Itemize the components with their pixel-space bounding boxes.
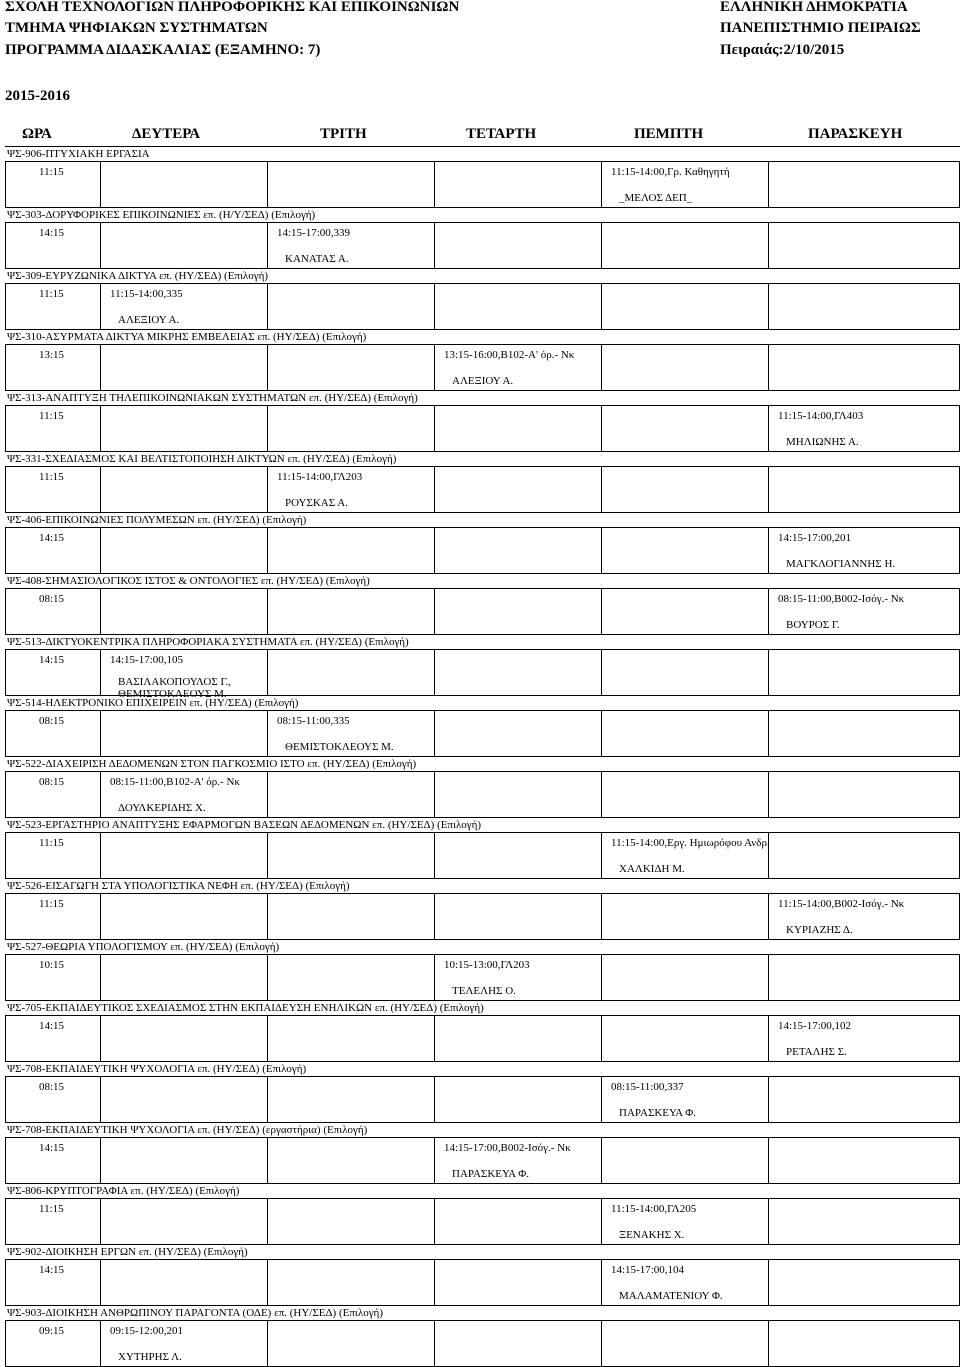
day-cell-wednesday [434, 1321, 601, 1367]
instructor-name: ΧΑΛΚΙΔΗ Μ. [619, 863, 685, 875]
day-cell-thursday [601, 894, 768, 940]
session-time-room: 08:15-11:00,Β102-Α' όρ.- Νκ [110, 776, 240, 788]
session-time-room: 14:15-17:00,105 [110, 654, 184, 666]
day-cell-tuesday [267, 1199, 434, 1245]
instructor-name: ΒΟΥΡΟΣ Γ. [786, 619, 840, 631]
day-cell-friday [768, 955, 960, 1001]
time-cell [5, 650, 100, 696]
day-cell-thursday [601, 1199, 768, 1245]
schedule-row [5, 954, 960, 1000]
day-cell-tuesday [267, 955, 434, 1001]
schedule-row [5, 832, 960, 878]
day-cell-wednesday [434, 345, 601, 391]
course-title: ΨΣ-513-ΔΙΚΤΥΟΚΕΝΤΡΙΚΑ ΠΛΗΡΟΦΟΡΙΑΚΑ ΣΥΣΤΗΜΑΤΑ επ. (ΗΥ/ΣΕΔ) (Επιλογή) [5, 634, 960, 649]
day-cell-friday [768, 1016, 960, 1062]
time-cell [5, 406, 100, 452]
instructor-name: ΜΑΓΚΛΟΓΙΑΝΝΗΣ Η. [786, 558, 896, 570]
day-cell-tuesday [267, 467, 434, 513]
day-cell-monday [100, 528, 267, 574]
day-cell-thursday [601, 955, 768, 1001]
time-cell [5, 162, 100, 208]
day-cell-friday [768, 284, 960, 330]
course-title: ΨΣ-313-ΑΝΑΠΤΥΞΗ ΤΗΛΕΠΙΚΟΙΝΩΝΙΑΚΩΝ ΣΥΣΤΗΜΑΤΩΝ επ. (ΗΥ/ΣΕΔ) (Επιλογή) [5, 390, 960, 405]
day-cell-friday [768, 1260, 960, 1306]
schedule-row [5, 405, 960, 451]
day-cell-wednesday [434, 650, 601, 696]
day-cell-monday [100, 772, 267, 818]
schedule-row [5, 1076, 960, 1122]
course-block [5, 329, 960, 390]
day-cell-monday [100, 711, 267, 757]
day-cell-wednesday [434, 894, 601, 940]
day-cell-thursday [601, 406, 768, 452]
schedule-row [5, 1015, 960, 1061]
instructor-name: ΡΟΥΣΚΑΣ Α. [285, 497, 348, 509]
course-block [5, 634, 960, 700]
time-cell [5, 1199, 100, 1245]
program-title: ΠΡΟΓΡΑΜΜΑ ΔΙΔΑΣΚΑΛΙΑΣ (ΕΞΑΜΗΝΟ: 7) [5, 42, 321, 58]
university-name: ΠΑΝΕΠΙΣΤΗΜΙΟ ΠΕΙΡΑΙΩΣ [720, 20, 921, 36]
course-block [5, 1305, 960, 1366]
time-cell [5, 894, 100, 940]
day-cell-wednesday [434, 223, 601, 269]
course-block [5, 1061, 960, 1122]
schedule-row [5, 588, 960, 634]
day-cell-wednesday [434, 1077, 601, 1123]
schedule-row [5, 466, 960, 512]
session-time-room: 11:15-14:00,ΓΛ403 [778, 410, 864, 422]
session-time-room: 14:15-17:00,201 [778, 532, 852, 544]
day-cell-wednesday [434, 1260, 601, 1306]
course-title: ΨΣ-309-ΕΥΡΥΖΩΝΙΚΑ ΔΙΚΤΥΑ επ. (ΗΥ/ΣΕΔ) (Επιλογή) [5, 268, 960, 283]
instructor-name: ΚΑΝΑΤΑΣ Α. [285, 253, 349, 265]
day-cell-friday [768, 894, 960, 940]
start-time: 14:15 [39, 1142, 65, 1154]
day-cell-monday [100, 650, 267, 700]
course-block [5, 1244, 960, 1305]
session-time-room: 11:15-14:00,Β002-Ισόγ.- Νκ [778, 898, 905, 910]
day-cell-monday [100, 1016, 267, 1062]
session-time-room: 08:15-11:00,337 [611, 1081, 684, 1093]
academic-year: 2015-2016 [5, 88, 70, 104]
day-cell-tuesday [267, 1016, 434, 1062]
day-cell-wednesday [434, 772, 601, 818]
day-cell-thursday [601, 833, 768, 879]
day-cell-tuesday [267, 528, 434, 574]
day-cell-thursday [601, 345, 768, 391]
session-time-room: 11:15-14:00,Εργ. Ημιωρόφου Ανδρ. [611, 837, 770, 849]
day-cell-friday [768, 528, 960, 574]
day-cell-friday [768, 1138, 960, 1184]
day-cell-wednesday [434, 589, 601, 635]
day-cell-thursday [601, 1321, 768, 1367]
schedule-row [5, 1259, 960, 1305]
day-cell-monday [100, 955, 267, 1001]
day-cell-friday [768, 223, 960, 269]
day-cell-wednesday [434, 284, 601, 330]
course-title: ΨΣ-708-ΕΚΠΑΙΔΕΥΤΙΚΗ ΨΥΧΟΛΟΓΙΑ επ. (ΗΥ/ΣΕΔ) (Επιλογή) [5, 1061, 960, 1076]
instructor-name: ΑΛΕΞΙΟΥ Α. [118, 314, 180, 326]
day-cell-tuesday [267, 162, 434, 208]
day-cell-monday [100, 1138, 267, 1184]
day-cell-wednesday [434, 162, 601, 208]
course-title: ΨΣ-806-ΚΡΥΠΤΟΓΡΑΦΙΑ επ. (ΗΥ/ΣΕΔ) (Επιλογή) [5, 1183, 960, 1198]
start-time: 14:15 [39, 532, 65, 544]
instructor-name: ΔΟΥΛΚΕΡΙΔΗΣ Χ. [118, 802, 206, 814]
day-cell-monday [100, 162, 267, 208]
instructor-name: ΠΑΡΑΣΚΕΥΑ Φ. [452, 1168, 530, 1180]
day-cell-friday [768, 1199, 960, 1245]
time-cell [5, 1260, 100, 1306]
start-time: 08:15 [39, 715, 65, 727]
day-cell-thursday [601, 650, 768, 696]
course-title: ΨΣ-526-ΕΙΣΑΓΩΓΗ ΣΤΑ ΥΠΟΛΟΓΙΣΤΙΚΑ ΝΕΦΗ επ. (ΗΥ/ΣΕΔ) (Επιλογή) [5, 878, 960, 893]
start-time: 14:15 [39, 654, 65, 666]
session-time-room: 14:15-17:00,Β002-Ισόγ.- Νκ [444, 1142, 571, 1154]
day-cell-tuesday [267, 1321, 434, 1367]
republic-label: ΕΛΛΗΝΙΚΗ ΔΗΜΟΚΡΑΤΙΑ [720, 0, 908, 15]
course-block [5, 695, 960, 756]
start-time: 11:15 [39, 410, 64, 422]
day-cell-thursday [601, 467, 768, 513]
time-cell [5, 1016, 100, 1062]
day-cell-thursday [601, 223, 768, 269]
instructor-name: ΡΕΤΑΛΗΣ Σ. [786, 1046, 847, 1058]
time-cell [5, 223, 100, 269]
start-time: 10:15 [39, 959, 65, 971]
schedule-row [5, 161, 960, 207]
schedule-row [5, 222, 960, 268]
course-title: ΨΣ-523-ΕΡΓΑΣΤΗΡΙΟ ΑΝΑΠΤΥΞΗΣ ΕΦΑΡΜΟΓΩΝ ΒΑΣΕΩΝ ΔΕΔΟΜΕΝΩΝ επ. (ΗΥ/ΣΕΔ) (Επιλογή) [5, 817, 960, 832]
day-cell-thursday [601, 1016, 768, 1062]
time-cell [5, 772, 100, 818]
day-cell-wednesday [434, 711, 601, 757]
day-cell-wednesday [434, 955, 601, 1001]
start-time: 11:15 [39, 1203, 64, 1215]
course-title: ΨΣ-522-ΔΙΑΧΕΙΡΙΣΗ ΔΕΔΟΜΕΝΩΝ ΣΤΟΝ ΠΑΓΚΟΣΜΙΟ ΙΣΤΟ επ. (ΗΥ/ΣΕΔ) (Επιλογή) [5, 756, 960, 771]
day-cell-wednesday [434, 467, 601, 513]
schedule-row [5, 283, 960, 329]
day-cell-wednesday [434, 1138, 601, 1184]
start-time: 11:15 [39, 837, 64, 849]
day-cell-tuesday [267, 1077, 434, 1123]
course-block [5, 268, 960, 329]
time-cell [5, 284, 100, 330]
day-cell-thursday [601, 711, 768, 757]
time-cell [5, 1077, 100, 1123]
session-time-room: 11:15-14:00,335 [110, 288, 183, 300]
session-time-room: 14:15-17:00,104 [611, 1264, 685, 1276]
day-cell-thursday [601, 162, 768, 208]
schedule-row [5, 771, 960, 817]
session-time-room: 13:15-16:00,Β102-Α' όρ.- Νκ [444, 349, 575, 361]
column-header-tuesday: ΤΡΙΤΗ [320, 126, 367, 142]
day-cell-tuesday [267, 406, 434, 452]
day-cell-friday [768, 406, 960, 452]
instructor-name: ΘΕΜΙΣΤΟΚΛΕΟΥΣ Μ. [285, 741, 394, 753]
day-cell-tuesday [267, 589, 434, 635]
session-time-room: 11:15-14:00,ΓΛ203 [277, 471, 363, 483]
course-title: ΨΣ-903-ΔΙΟΙΚΗΣΗ ΑΝΘΡΩΠΙΝΟΥ ΠΑΡΑΓΟΝΤΑ (ΟΔΕ) επ. (ΗΥ/ΣΕΔ) (Επιλογή) [5, 1305, 960, 1320]
instructor-name: ΠΑΡΑΣΚΕΥΑ Φ. [619, 1107, 697, 1119]
course-block [5, 146, 960, 207]
day-cell-tuesday [267, 223, 434, 269]
course-block [5, 573, 960, 634]
day-cell-friday [768, 162, 960, 208]
day-cell-tuesday [267, 284, 434, 330]
session-time-room: 09:15-12:00,201 [110, 1325, 184, 1337]
time-cell [5, 528, 100, 574]
day-cell-friday [768, 1077, 960, 1123]
day-cell-wednesday [434, 833, 601, 879]
day-cell-monday [100, 1321, 267, 1367]
start-time: 13:15 [39, 349, 65, 361]
day-cell-wednesday [434, 1199, 601, 1245]
schedule-row [5, 1137, 960, 1183]
school-name: ΣΧΟΛΗ ΤΕΧΝΟΛΟΓΙΩΝ ΠΛΗΡΟΦΟΡΙΚΗΣ ΚΑΙ ΕΠΙΚΟΙΝΩΝΙΩΝ [5, 0, 460, 15]
day-cell-tuesday [267, 833, 434, 879]
session-time-room: 10:15-13:00,ΓΛ203 [444, 959, 530, 971]
start-time: 14:15 [39, 1020, 65, 1032]
day-cell-monday [100, 1077, 267, 1123]
course-block [5, 817, 960, 878]
day-cell-monday [100, 894, 267, 940]
document-date: Πειραιάς:2/10/2015 [720, 42, 845, 58]
instructor-name: ΜΑΛΑΜΑΤΕΝΙΟΥ Φ. [619, 1290, 723, 1302]
start-time: 08:15 [39, 593, 65, 605]
column-header-time: ΩΡΑ [22, 126, 52, 142]
day-cell-monday [100, 1199, 267, 1245]
session-time-room: 11:15-14:00,Γρ. Καθηγητή [611, 166, 730, 178]
time-cell [5, 345, 100, 391]
instructor-name: ΧΥΤΗΡΗΣ Λ. [118, 1351, 182, 1363]
course-title: ΨΣ-708-ΕΚΠΑΙΔΕΥΤΙΚΗ ΨΥΧΟΛΟΓΙΑ επ. (ΗΥ/ΣΕΔ) (εργαστήρια) (Επιλογή) [5, 1122, 960, 1137]
start-time: 09:15 [39, 1325, 65, 1337]
column-header-monday: ΔΕΥΤΕΡΑ [132, 126, 201, 142]
column-header-thursday: ΠΕΜΠΤΗ [634, 126, 704, 142]
day-cell-tuesday [267, 1138, 434, 1184]
day-cell-wednesday [434, 406, 601, 452]
course-title: ΨΣ-406-ΕΠΙΚΟΙΝΩΝΙΕΣ ΠΟΛΥΜΕΣΩΝ επ. (ΗΥ/ΣΕΔ) (Επιλογή) [5, 512, 960, 527]
start-time: 08:15 [39, 1081, 65, 1093]
time-cell [5, 589, 100, 635]
day-cell-tuesday [267, 650, 434, 696]
day-cell-tuesday [267, 711, 434, 757]
course-block [5, 390, 960, 451]
day-cell-monday [100, 284, 267, 330]
instructor-name: ΚΥΡΙΑΖΗΣ Δ. [786, 924, 853, 936]
start-time: 08:15 [39, 776, 65, 788]
time-cell [5, 1138, 100, 1184]
course-title: ΨΣ-310-ΑΣΥΡΜΑΤΑ ΔΙΚΤΥΑ ΜΙΚΡΗΣ ΕΜΒΕΛΕΙΑΣ επ. (ΗΥ/ΣΕΔ) (Επιλογή) [5, 329, 960, 344]
day-cell-monday [100, 406, 267, 452]
day-cell-monday [100, 467, 267, 513]
time-cell [5, 711, 100, 757]
course-block [5, 1183, 960, 1244]
day-cell-monday [100, 345, 267, 391]
day-cell-monday [100, 223, 267, 269]
course-title: ΨΣ-906-ΠΤΥΧΙΑΚΗ ΕΡΓΑΣΙΑ [5, 146, 960, 161]
day-cell-monday [100, 589, 267, 635]
day-cell-wednesday [434, 1016, 601, 1062]
instructor-name: ΒΑΣΙΛΑΚΟΠΟΥΛΟΣ Γ., ΘΕΜΙΣΤΟΚΛΕΟΥΣ Μ. [118, 676, 232, 700]
start-time: 14:15 [39, 1264, 65, 1276]
time-cell [5, 833, 100, 879]
schedule-row [5, 344, 960, 390]
session-time-room: 14:15-17:00,339 [277, 227, 351, 239]
course-block [5, 1000, 960, 1061]
day-cell-friday [768, 467, 960, 513]
day-cell-tuesday [267, 772, 434, 818]
session-time-room: 14:15-17:00,102 [778, 1020, 852, 1032]
session-time-room: 08:15-11:00,335 [277, 715, 350, 727]
day-cell-thursday [601, 1077, 768, 1123]
time-cell [5, 1321, 100, 1367]
course-title: ΨΣ-331-ΣΧΕΔΙΑΣΜΟΣ ΚΑΙ ΒΕΛΤΙΣΤΟΠΟΙΗΣΗ ΔΙΚΤΥΩΝ επ. (ΗΥ/ΣΕΔ) (Επιλογή) [5, 451, 960, 466]
day-cell-friday [768, 589, 960, 635]
day-cell-monday [100, 833, 267, 879]
time-cell [5, 955, 100, 1001]
day-cell-tuesday [267, 894, 434, 940]
schedule-row [5, 527, 960, 573]
course-title: ΨΣ-408-ΣΗΜΑΣΙΟΛΟΓΙΚΟΣ ΙΣΤΟΣ & ΟΝΤΟΛΟΓΙΕΣ επ. (ΗΥ/ΣΕΔ) (Επιλογή) [5, 573, 960, 588]
day-cell-friday [768, 345, 960, 391]
instructor-name: ΤΕΛΕΛΗΣ Ο. [452, 985, 516, 997]
day-cell-friday [768, 833, 960, 879]
course-block [5, 207, 960, 268]
schedule-row [5, 710, 960, 756]
day-cell-tuesday [267, 1260, 434, 1306]
column-header-friday: ΠΑΡΑΣΚΕΥΗ [808, 126, 903, 142]
day-cell-friday [768, 1321, 960, 1367]
day-cell-tuesday [267, 345, 434, 391]
schedule-row [5, 893, 960, 939]
course-title: ΨΣ-514-ΗΛΕΚΤΡΟΝΙΚΟ ΕΠΙΧΕΙΡΕΙΝ επ. (ΗΥ/ΣΕΔ) (Επιλογή) [5, 695, 960, 710]
instructor-name: ΜΗΛΙΩΝΗΣ Α. [786, 436, 859, 448]
course-title: ΨΣ-527-ΘΕΩΡΙΑ ΥΠΟΛΟΓΙΣΜΟΥ επ. (ΗΥ/ΣΕΔ) (Επιλογή) [5, 939, 960, 954]
day-cell-friday [768, 650, 960, 696]
schedule-row [5, 1198, 960, 1244]
course-block [5, 878, 960, 939]
course-block [5, 1122, 960, 1183]
start-time: 11:15 [39, 288, 64, 300]
course-block [5, 939, 960, 1000]
day-cell-thursday [601, 1260, 768, 1306]
course-title: ΨΣ-705-ΕΚΠΑΙΔΕΥΤΙΚΟΣ ΣΧΕΔΙΑΣΜΟΣ ΣΤΗΝ ΕΚΠΑΙΔΕΥΣΗ ΕΝΗΛΙΚΩΝ επ. (ΗΥ/ΣΕΔ) (Επιλογή) [5, 1000, 960, 1015]
session-time-room: 08:15-11:00,Β002-Ισόγ.- Νκ [778, 593, 905, 605]
start-time: 14:15 [39, 227, 65, 239]
schedule-row [5, 1320, 960, 1366]
course-block [5, 756, 960, 817]
department-name: ΤΜΗΜΑ ΨΗΦΙΑΚΩΝ ΣΥΣΤΗΜΑΤΩΝ [5, 20, 268, 36]
instructor-name: ΑΛΕΞΙΟΥ Α. [452, 375, 514, 387]
day-cell-wednesday [434, 528, 601, 574]
session-time-room: 11:15-14:00,ΓΛ205 [611, 1203, 697, 1215]
course-block [5, 451, 960, 512]
day-cell-thursday [601, 528, 768, 574]
day-cell-thursday [601, 284, 768, 330]
day-cell-thursday [601, 1138, 768, 1184]
start-time: 11:15 [39, 471, 64, 483]
instructor-name: ΞΕΝΑΚΗΣ Χ. [619, 1229, 685, 1241]
course-block [5, 512, 960, 573]
day-cell-friday [768, 772, 960, 818]
day-cell-thursday [601, 589, 768, 635]
schedule-row [5, 649, 960, 700]
day-cell-monday [100, 1260, 267, 1306]
time-cell [5, 467, 100, 513]
instructor-name: _ΜΕΛΟΣ ΔΕΠ_ [619, 192, 693, 204]
day-cell-friday [768, 711, 960, 757]
column-header-wednesday: ΤΕΤΑΡΤΗ [466, 126, 537, 142]
start-time: 11:15 [39, 166, 64, 178]
day-cell-thursday [601, 772, 768, 818]
course-title: ΨΣ-303-ΔΟΡΥΦΟΡΙΚΕΣ ΕΠΙΚΟΙΝΩΝΙΕΣ επ. (Η/Υ/ΣΕΔ) (Επιλογή) [5, 207, 960, 222]
course-title: ΨΣ-902-ΔΙΟΙΚΗΣΗ ΕΡΓΩΝ επ. (ΗΥ/ΣΕΔ) (Επιλογή) [5, 1244, 960, 1259]
start-time: 11:15 [39, 898, 64, 910]
